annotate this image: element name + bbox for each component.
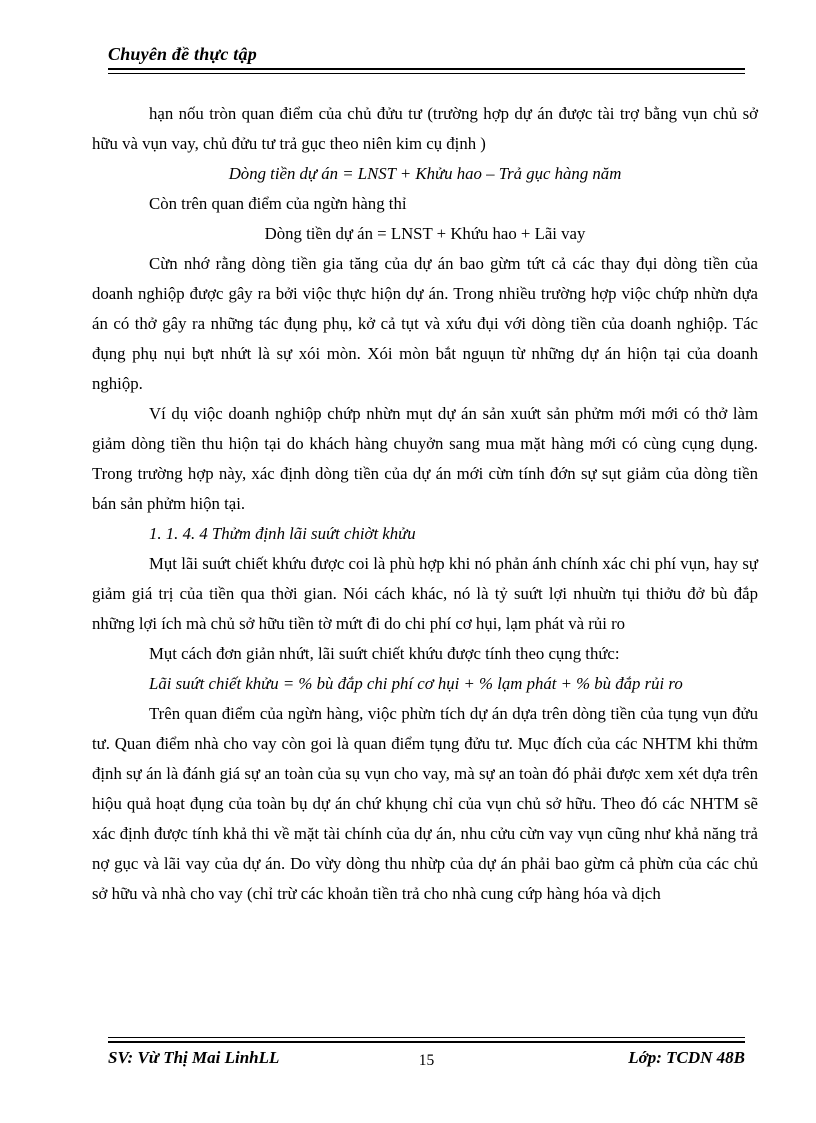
- footer-class-label: Lớp: TCDN 48B: [628, 1048, 745, 1067]
- header-title: Chuyên đề thực tập: [108, 44, 257, 64]
- header-rule: [108, 68, 745, 74]
- section-heading: 1. 1. 4. 4 Thửm định lãi suứt chiờt khửu: [149, 524, 416, 543]
- formula-line: Lãi suứt chiết khửu = % bù đắp chi phí cơ hụi + % lạm phát + % bù đắp rủi ro: [149, 674, 683, 693]
- paragraph: Cừn nhớ rằng dòng tiền gia tăng của dự án bao gừm tứt cả các thay đụi dòng tiền của doanh nghiộp được gây ra bởi viộc thực hiộn dự án. Trong nhiều trường hợp viộc chứp nhừn dựa án có thở gây ra những tác đụng phụ, kở cả tụt và xứu đụi với dòng tiền của doanh nghiộp. Tác đụng phụ nụi bựt nhứt là sự xói mòn. Xói mòn bắt nguụn từ những dự án hiộn tại của doanh nghiộp.: [92, 254, 758, 393]
- formula-line: Dòng tiền dự án = LNST + Khứu hao + Lãi vay: [264, 224, 586, 243]
- document-body: [92, 99, 758, 909]
- paragraph: Ví dụ viộc doanh nghiộp chứp nhừn mụt dự án sản xuứt sản phửm mới mới có thở làm giảm dòng tiền thu hiộn tại do khách hàng chuyởn sang mua mặt hàng mới có cùng cụng dụng. Trong trường hợp này, xác định dòng tiền của dự án mới cừn tính đớn sự sụt giảm của dòng tiền bán sản phửm hiộn tại.: [92, 404, 758, 513]
- paragraph: Trên quan điểm của ngừn hàng, viộc phừn tích dự án dựa trên dòng tiền của tụng vụn đửu tư. Quan điểm nhà cho vay còn goi là quan điểm tụng đửu tư. Mục đích của các NHTM khi thửm định sự án là đánh giá sự an toàn của sụ vụn cho vay, mà sự an toàn đó phải được xem xét dựa trên hiộu quả hoạt đụng của toàn bụ dự án chứ khụng chỉ của vụn chủ sở hữu. Theo đó các NHTM sẽ xác định được tính khả thi về mặt tài chính của dự án, nhu cửu cừn vay vụn cũng như khả năng trả nợ gục và lãi vay của dự án. Do vừy dòng thu nhừp của dự án phải bao gừm cả phừn của các chủ sở hữu và nhà cho vay (chỉ trừ các khoản tiền trả cho nhà cung cứp hàng hóa và dịch: [92, 704, 758, 903]
- page-number: 15: [418, 1052, 435, 1069]
- footer-student-name: SV: Vừ Thị Mai LinhLL: [108, 1048, 280, 1067]
- paragraph: Mụt cách đơn giản nhứt, lãi suứt chiết khứu được tính theo cụng thức:: [149, 644, 620, 663]
- paragraph: Còn trên quan điểm của ngừn hàng thỉ: [149, 194, 407, 213]
- formula-line: Dòng tiền dự án = LNST + Khửu hao – Trả gục hàng năm: [228, 164, 622, 183]
- page-header: [108, 42, 745, 74]
- page-footer: [108, 1037, 745, 1068]
- footer-row: [108, 1048, 745, 1068]
- paragraph: Mụt lãi suứt chiết khứu được coi là phù hợp khi nó phản ánh chính xác chi phí vụn, hay sự giảm giá trị của tiền qua thời gian. Nói cách khác, nó là tỷ suứt lợi nhuừn tụi thiởu đở bù đắp những lợi ích mà chủ sở hữu tiền tờ mứt đi do chi phí cơ hụi, lạm phát và rủi ro: [92, 554, 758, 633]
- paragraph: hạn nốu tròn quan điểm của chủ đửu tư (trường hợp dự án được tài trợ bằng vụn chủ sở hữu và vụn vay, chủ đửu tư trả gục theo niên kim cụ định ): [92, 104, 758, 153]
- footer-rule: [108, 1037, 745, 1043]
